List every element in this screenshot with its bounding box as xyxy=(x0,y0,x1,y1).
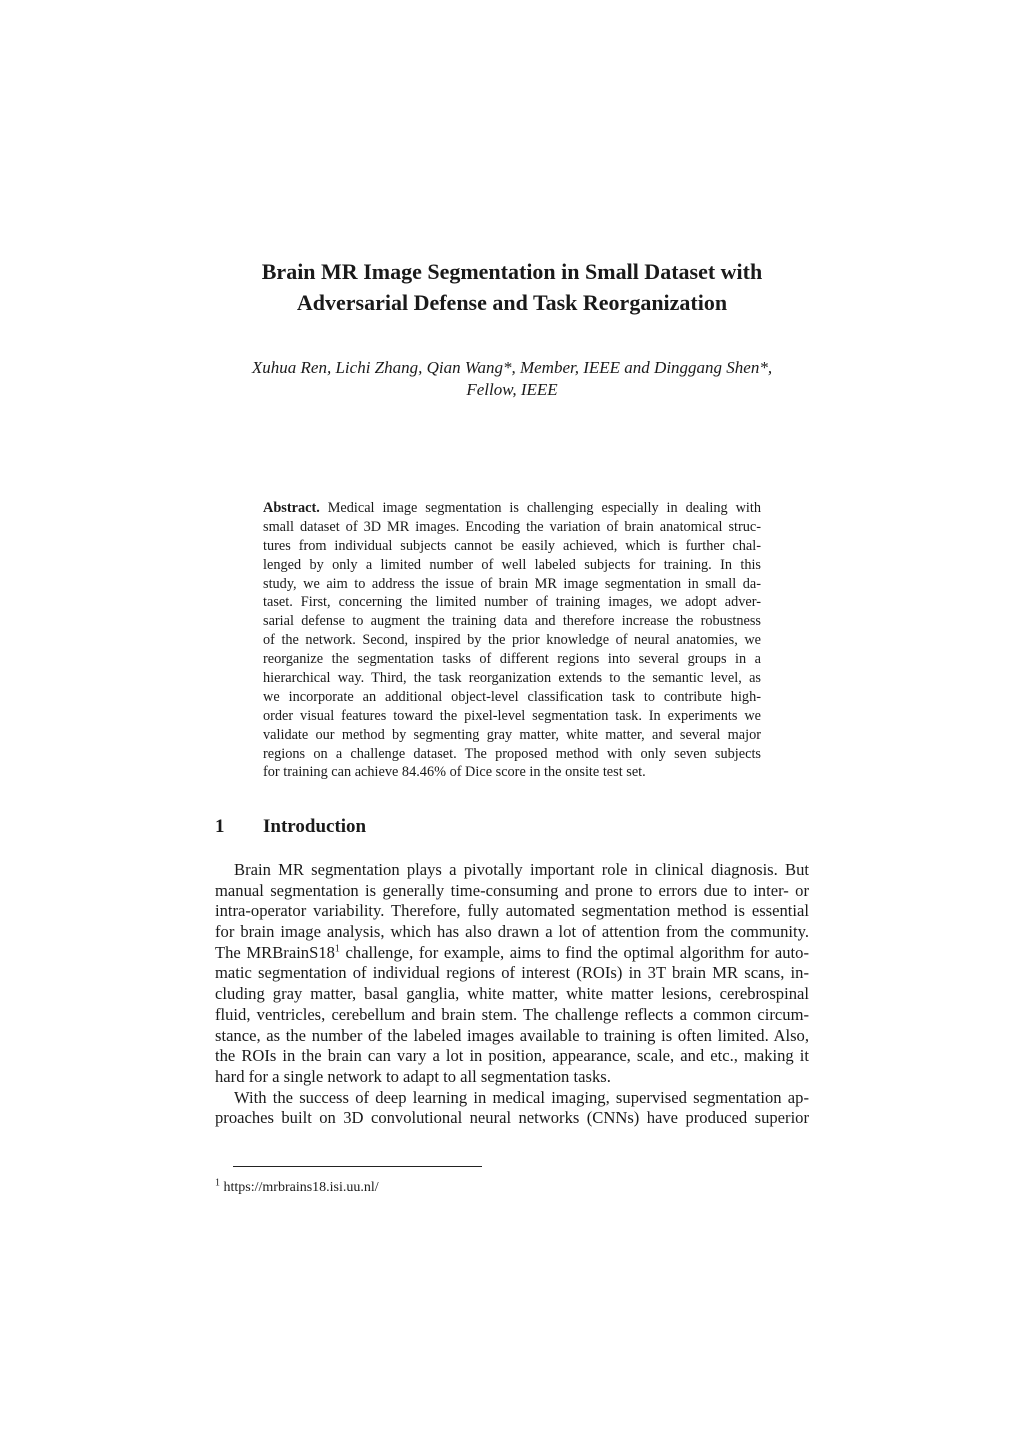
abstract-line: reorganize the segmentation tasks of different regions into several groups in a xyxy=(263,651,761,668)
paper-title xyxy=(150,256,874,318)
footnote xyxy=(215,1179,379,1197)
body-line: fluid, ventricles, cerebellum and brain stem. The challenge reflects a common circum- xyxy=(215,1004,809,1024)
author-line-2: Fellow, IEEE xyxy=(466,380,558,399)
section-number: 1 xyxy=(215,816,225,837)
abstract-line: for training can achieve 84.46% of Dice score in the onsite test set. xyxy=(263,764,646,781)
abstract-line: regions on a challenge dataset. The proposed method with only seven subjects xyxy=(263,745,761,762)
footnote-divider xyxy=(233,1166,482,1167)
body-line: manual segmentation is generally time-consuming and prone to errors due to inter- or xyxy=(215,880,809,900)
abstract-line: we incorporate an additional object-level classification task to contribute high- xyxy=(263,688,761,705)
body-line: intra-operator variability. Therefore, fully automated segmentation method is essential xyxy=(215,901,809,921)
abstract-line: order visual features toward the pixel-level segmentation task. In experiments we xyxy=(263,707,761,724)
author-line-1: Xuhua Ren, Lichi Zhang, Qian Wang*, Member, IEEE and Dinggang Shen*, xyxy=(251,358,773,377)
footnote-ref-marker: 1 xyxy=(334,943,340,955)
body-line xyxy=(215,943,809,964)
paper-title-line-2: Adversarial Defense and Task Reorganization xyxy=(296,290,728,315)
abstract-line: lenged by only a limited number of well labeled subjects for training. In this xyxy=(263,556,761,573)
paper-title-line-1: Brain MR Image Segmentation in Small Dataset with xyxy=(261,259,763,284)
abstract-line: small dataset of 3D MR images. Encoding the variation of brain anatomical struc- xyxy=(263,518,761,535)
section-heading-introduction xyxy=(215,815,366,839)
mrbrains-suffix: challenge, for example, aims to find the optimal algorithm for auto- xyxy=(339,942,809,962)
abstract-line: of the network. Second, inspired by the prior knowledge of neural anatomies, we xyxy=(263,632,761,649)
body-line: hard for a single network to adapt to all segmentation tasks. xyxy=(215,1066,611,1086)
abstract xyxy=(263,499,761,782)
abstract-line: validate our method by segmenting gray matter, white matter, and several major xyxy=(263,726,761,743)
abstract-line: tures from individual subjects cannot be easily achieved, which is further chal- xyxy=(263,537,761,554)
body-line: proaches built on 3D convolutional neural networks (CNNs) have produced superior xyxy=(215,1108,809,1128)
introduction-body xyxy=(215,860,809,1129)
mrbrains-prefix: The MRBrainS18 xyxy=(215,942,335,962)
body-line: With the success of deep learning in medical imaging, supervised segmentation ap- xyxy=(234,1087,809,1107)
footnote-marker: 1 xyxy=(215,1177,220,1189)
footnote-link[interactable]: https://mrbrains18.isi.uu.nl/ xyxy=(220,1180,379,1195)
abstract-line: study, we aim to address the issue of brain MR image segmentation in small da- xyxy=(263,575,761,592)
abstract-line xyxy=(263,499,761,518)
body-line: Brain MR segmentation plays a pivotally important role in clinical diagnosis. But xyxy=(234,860,809,879)
abstract-line-text: Medical image segmentation is challenging especially in dealing with xyxy=(319,500,761,516)
abstract-label: Abstract. xyxy=(263,500,320,516)
body-line: the ROIs in the brain can vary a lot in position, appearance, scale, and etc., making it xyxy=(215,1046,809,1066)
body-line: matic segmentation of individual regions of interest (ROIs) in 3T brain MR scans, in- xyxy=(215,963,809,983)
abstract-line: taset. First, concerning the limited number of training images, we adopt adver- xyxy=(263,594,761,611)
abstract-line: sarial defense to augment the training data and therefore increase the robustness xyxy=(263,613,761,630)
abstract-line: hierarchical way. Third, the task reorganization extends to the semantic level, as xyxy=(263,670,761,687)
author-list xyxy=(150,357,874,401)
section-title: Introduction xyxy=(263,816,367,837)
body-line: cluding gray matter, basal ganglia, white matter, white matter lesions, cerebrospinal xyxy=(215,984,809,1004)
body-line: stance, as the number of the labeled images available to training is often limited. Also, xyxy=(215,1025,809,1045)
body-line: for brain image analysis, which has also drawn a lot of attention from the community. xyxy=(215,922,809,942)
